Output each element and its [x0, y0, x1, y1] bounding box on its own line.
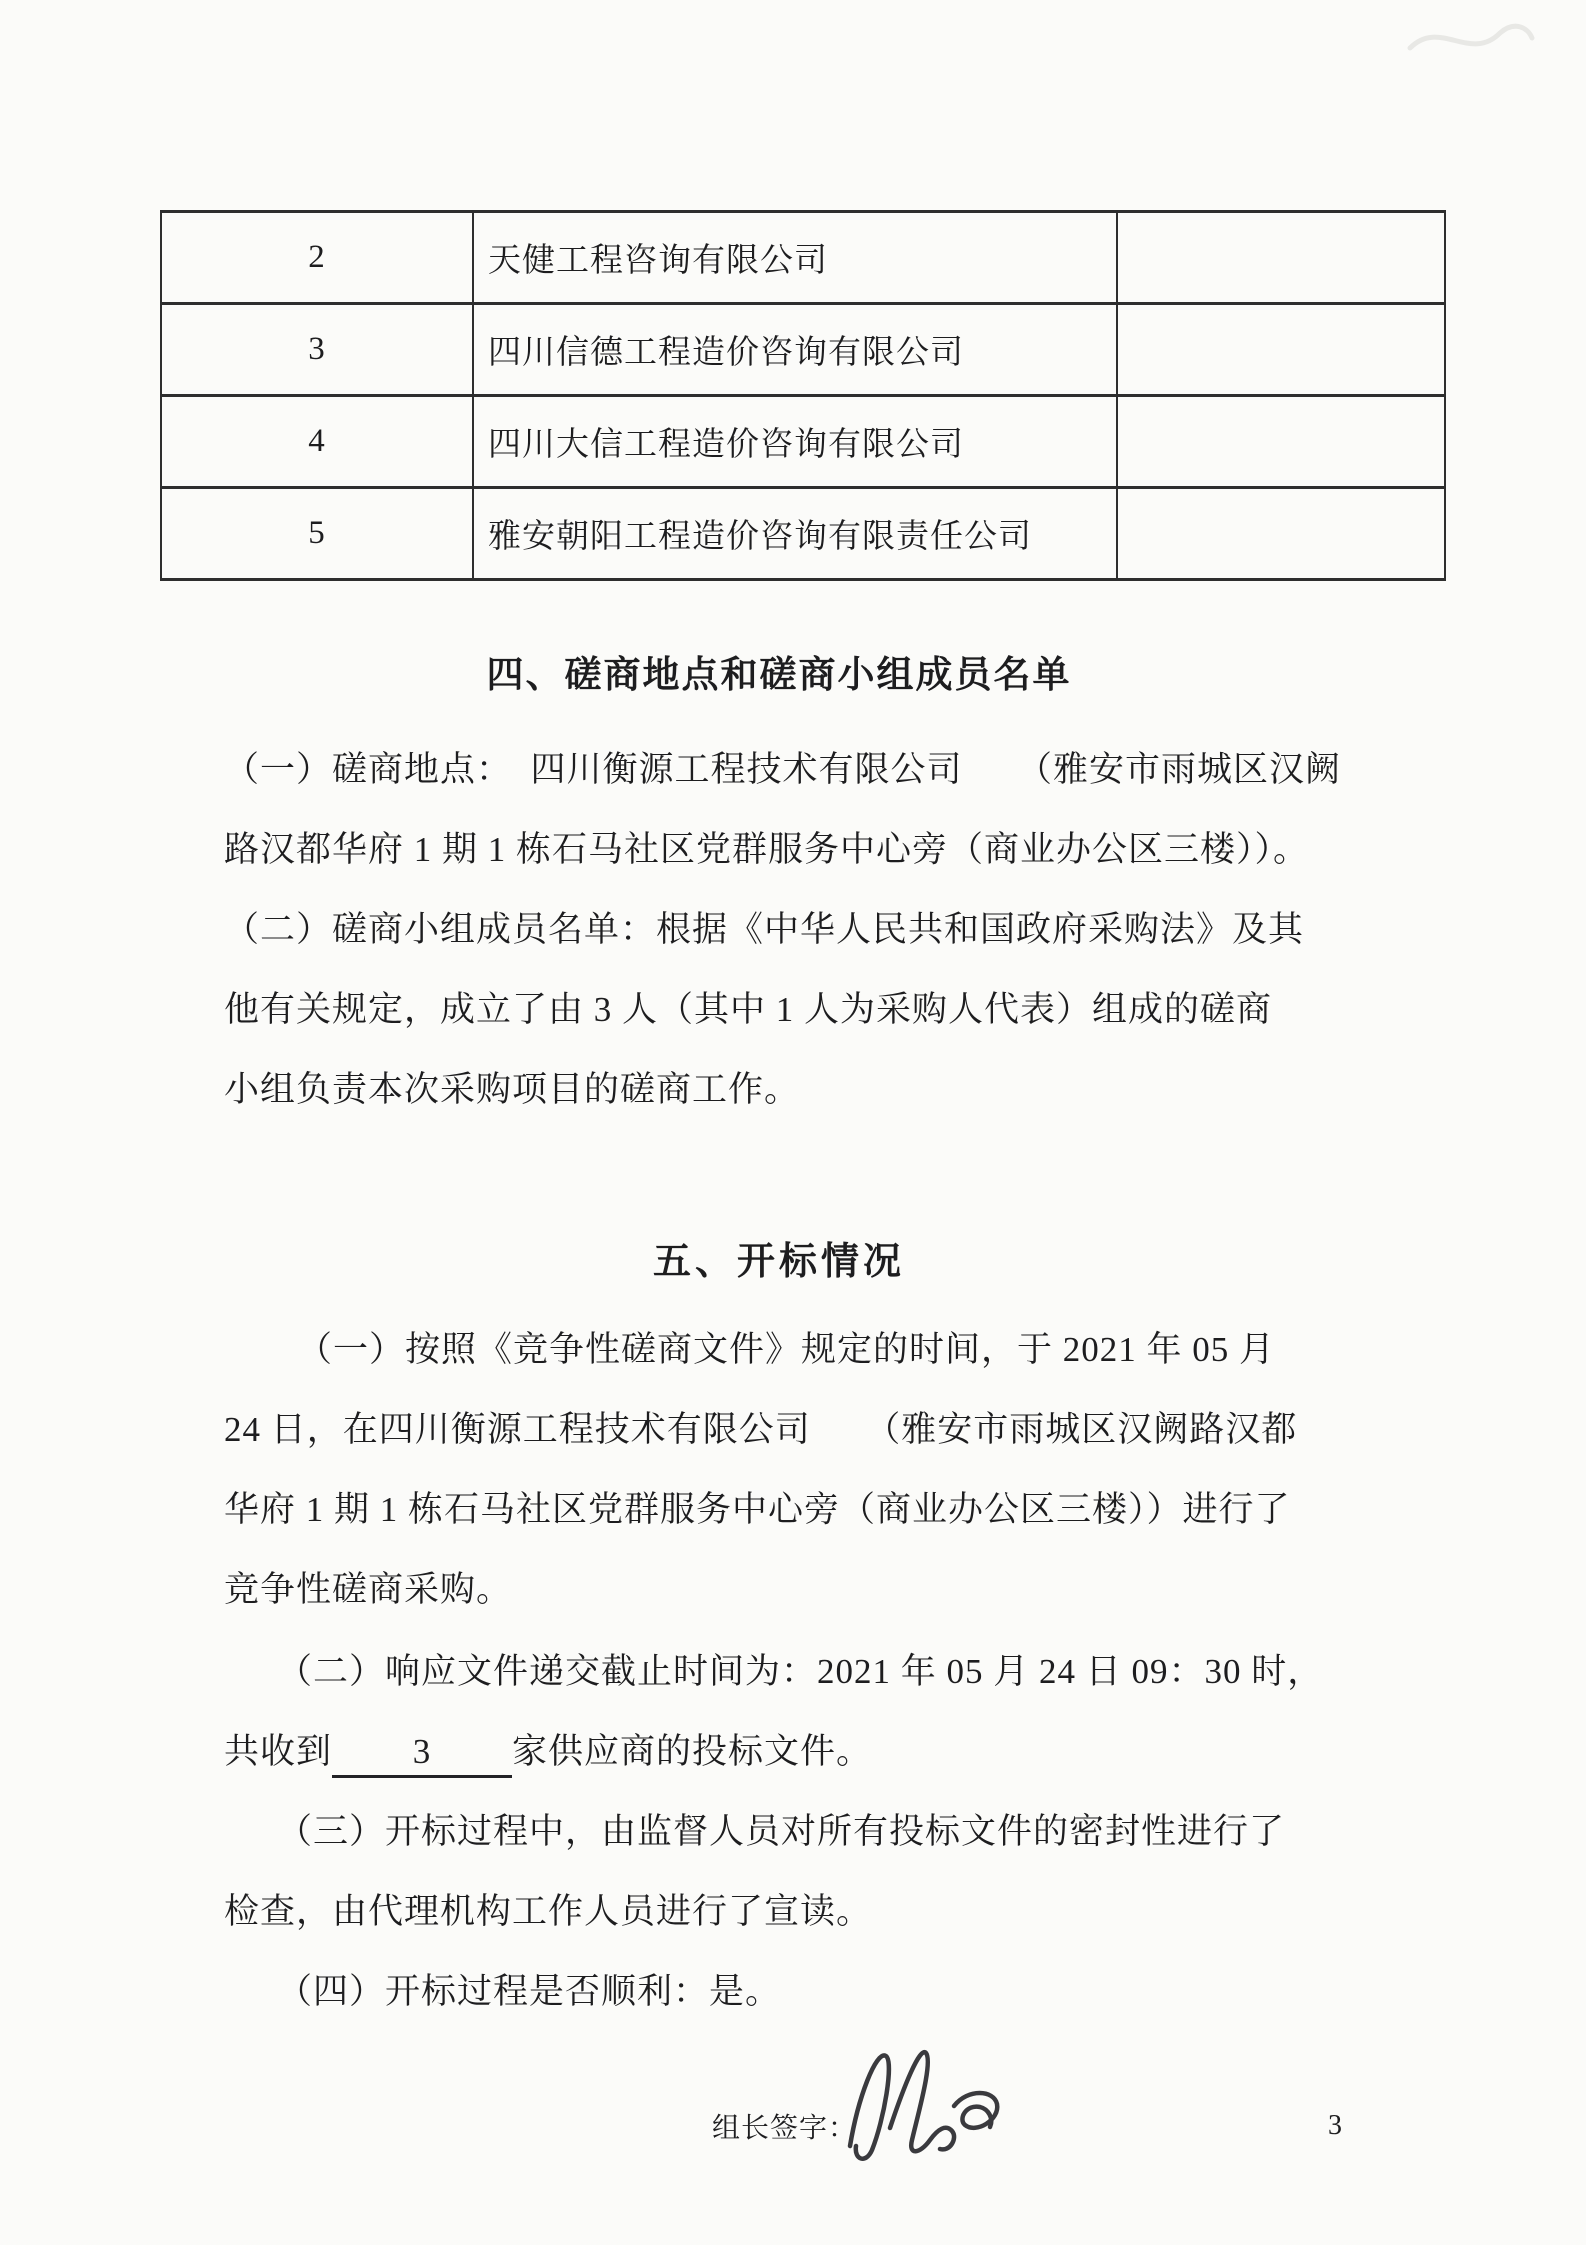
paragraph-line: 检查，由代理机构工作人员进行了宣读。	[224, 1892, 873, 1931]
page-number: 3	[1328, 2110, 1342, 2141]
empty-cell	[1117, 488, 1445, 580]
paragraph-line: 24 日，在四川衡源工程技术有限公司 （雅安市雨城区汉阙路汉都	[224, 1410, 1298, 1449]
paragraph-line: 路汉都华府 1 期 1 栋石马社区党群服务中心旁（商业办公区三楼））。	[224, 830, 1310, 869]
supplier-name: 四川大信工程造价咨询有限公司	[473, 396, 1117, 488]
paragraph-line: （四）开标过程是否顺利：是。	[277, 1972, 782, 2011]
row-index: 4	[161, 396, 473, 488]
supplier-name: 天健工程咨询有限公司	[473, 212, 1117, 304]
empty-cell	[1117, 396, 1445, 488]
section-5-heading: 五、开标情况	[652, 1241, 905, 1283]
supplier-name: 四川信德工程造价咨询有限公司	[473, 304, 1117, 396]
empty-cell	[1117, 304, 1445, 396]
paragraph-line: 华府 1 期 1 栋石马社区党群服务中心旁（商业办公区三楼））进行了	[224, 1490, 1291, 1529]
supplier-name: 雅安朝阳工程造价咨询有限责任公司	[473, 488, 1117, 580]
empty-cell	[1117, 212, 1445, 304]
signature-icon	[828, 2028, 1028, 2178]
received-prefix: 共收到	[224, 1732, 333, 1771]
table-row	[161, 304, 1445, 396]
paragraph-line: （三）开标过程中，由监督人员对所有投标文件的密封性进行了	[277, 1812, 1286, 1851]
table-row	[161, 396, 1445, 488]
paragraph-line: 他有关规定，成立了由 3 人（其中 1 人为采购人代表）组成的磋商	[224, 990, 1273, 1029]
paragraph-line: （二）磋商小组成员名单：根据《中华人民共和国政府采购法》及其	[224, 910, 1305, 949]
table-row	[161, 488, 1445, 580]
scan-smudge-icon	[1400, 8, 1540, 78]
table-row	[161, 212, 1445, 304]
received-suffix: 家供应商的投标文件。	[512, 1732, 873, 1771]
received-count-line	[224, 1727, 872, 1777]
leader-signature-label: 组长签字：	[712, 2113, 858, 2144]
row-index: 5	[161, 488, 473, 580]
paragraph-line: 小组负责本次采购项目的磋商工作。	[224, 1070, 801, 1109]
section-4-heading: 四、磋商地点和磋商小组成员名单	[486, 655, 1072, 696]
received-count-blank: 3	[332, 1729, 512, 1778]
row-index: 3	[161, 304, 473, 396]
paragraph-line: （二）响应文件递交截止时间为：2021 年 05 月 24 日 09：30 时，	[277, 1652, 1324, 1691]
paragraph-line: （一）按照《竞争性磋商文件》规定的时间，于 2021 年 05 月	[297, 1330, 1276, 1369]
paragraph-line: （一）磋商地点： 四川衡源工程技术有限公司 （雅安市雨城区汉阙	[224, 750, 1342, 789]
suppliers-table	[160, 210, 1446, 581]
row-index: 2	[161, 212, 473, 304]
paragraph-line: 竞争性磋商采购。	[224, 1570, 513, 1609]
